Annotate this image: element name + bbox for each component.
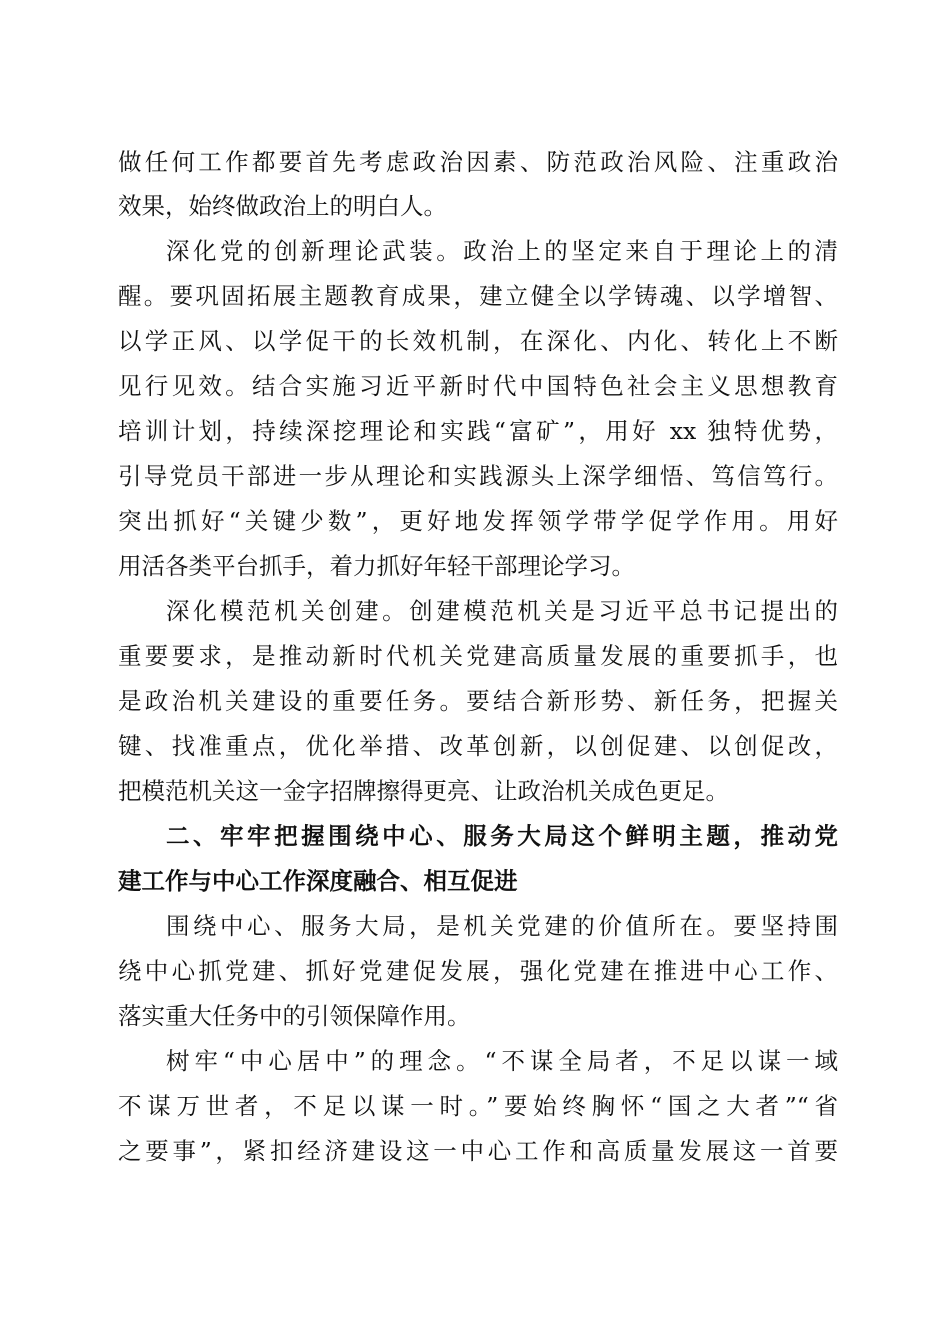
text-line: 重要要求，是推动新时代机关党建高质量发展的重要抓手，也 [118, 642, 838, 670]
paragraph-lead-line: 树牢“中心居中”的理念。“不谋全局者，不足以谋一域 [166, 1047, 838, 1075]
text-line: 是政治机关建设的重要任务。要结合新形势、新任务，把握关 [118, 687, 838, 715]
paragraph-lead-line: 围绕中心、服务大局，是机关党建的价值所在。要坚持围 [166, 912, 838, 940]
text-line: 效果，始终做政治上的明白人。 [118, 192, 447, 220]
text-line: 把模范机关这一金字招牌擦得更亮、让政治机关成色更足。 [118, 777, 729, 805]
text-line: 以学正风、以学促干的长效机制，在深化、内化、转化上不断 [118, 327, 838, 355]
text-line: 见行见效。结合实施习近平新时代中国特色社会主义思想教育 [118, 372, 838, 400]
text-line: 之要事”，紧扣经济建设这一中心工作和高质量发展这一首要 [118, 1137, 838, 1165]
section-heading-continued: 建工作与中心工作深度融合、相互促进 [118, 867, 518, 895]
text-line: 醒。要巩固拓展主题教育成果，建立健全以学铸魂、以学增智、 [118, 282, 838, 310]
text-line: 用活各类平台抓手，着力抓好年轻干部理论学习。 [118, 552, 635, 580]
text-line: 做任何工作都要首先考虑政治因素、防范政治风险、注重政治 [118, 148, 838, 176]
section-heading: 二、牢牢把握围绕中心、服务大局这个鲜明主题，推动党 [166, 822, 838, 850]
paragraph-lead-line: 深化模范机关创建。创建模范机关是习近平总书记提出的 [166, 597, 838, 625]
text-line: 不谋万世者，不足以谋一时。”要始终胸怀“国之大者”“省 [118, 1092, 838, 1120]
text-line: 突出抓好“关键少数”，更好地发挥领学带学促学作用。用好 [118, 507, 838, 535]
text-line: 落实重大任务中的引领保障作用。 [118, 1002, 471, 1030]
text-line: 键、找准重点，优化举措、改革创新，以创促建、以创促改， [118, 732, 838, 760]
paragraph-lead-line: 深化党的创新理论武装。政治上的坚定来自于理论上的清 [166, 237, 838, 265]
text-line: 培训计划，持续深挖理论和实践“富矿”，用好 xx 独特优势， [118, 417, 838, 445]
text-line: 引导党员干部进一步从理论和实践源头上深学细悟、笃信笃行。 [118, 462, 838, 490]
text-line: 绕中心抓党建、抓好党建促发展，强化党建在推进中心工作、 [118, 957, 838, 985]
